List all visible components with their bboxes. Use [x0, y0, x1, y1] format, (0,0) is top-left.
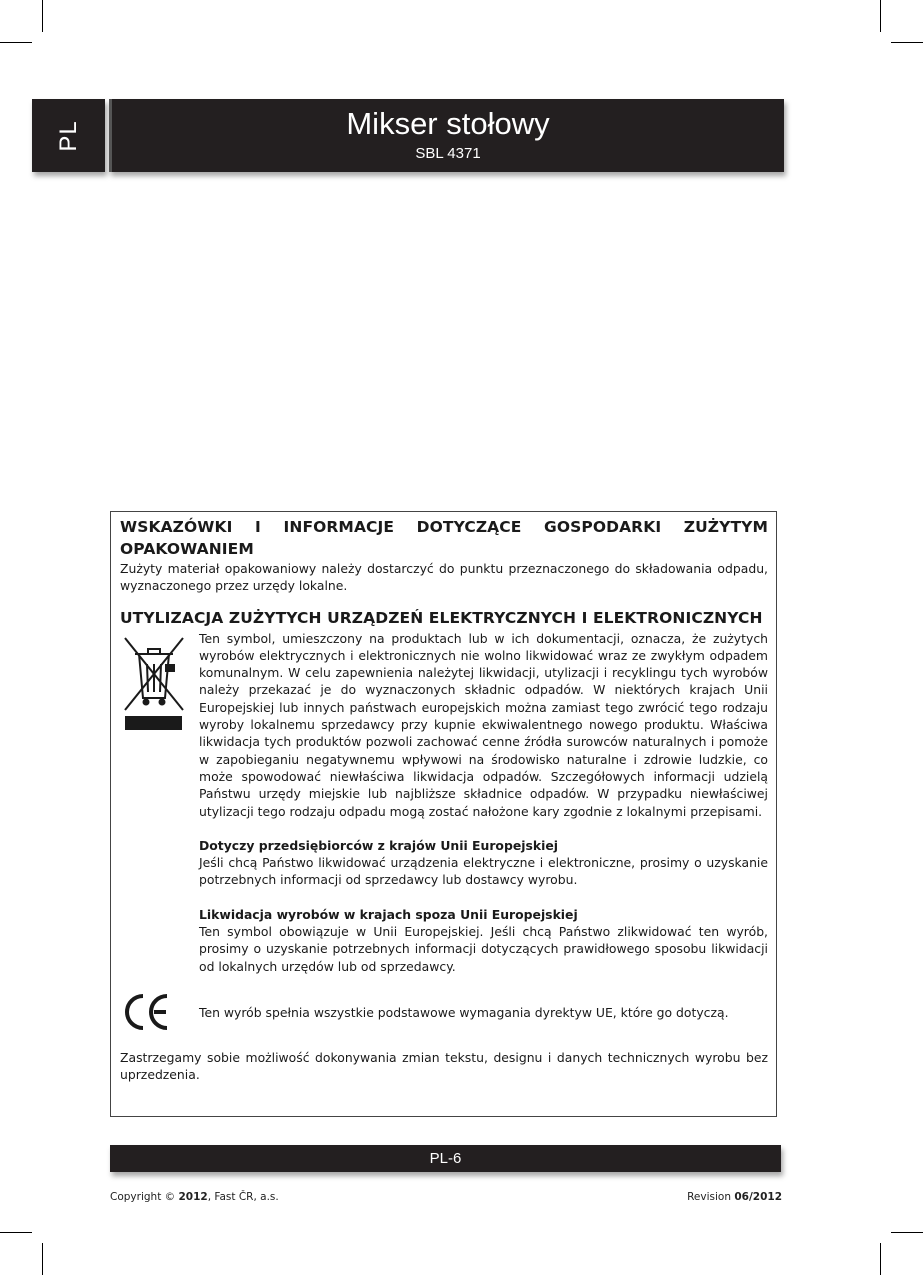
- title-bar: [109, 99, 784, 172]
- packaging-heading: WSKAZÓWKI I INFORMACJE DOTYCZĄCE GOSPODARKI ZUŻYTYM OPAKOWANIEM: [120, 518, 768, 558]
- eu-business-text: Jeśli chcą Państwo likwidować urządzenia elektryczne i elektroniczne, prosimy o uzyskanie potrzebnych informacji od sprzedawcy lub dostawcy wyrobu.: [199, 855, 768, 888]
- revision: [687, 1191, 782, 1203]
- weee-section: [120, 630, 768, 975]
- crop-mark: [880, 1243, 881, 1275]
- page-number: PL-6: [429, 1150, 462, 1167]
- language-tab: [32, 99, 105, 172]
- weee-heading: UTYLIZACJA ZUŻYTYCH URZĄDZEŃ ELEKTRYCZNYCH I ELEKTRONICZNYCH: [120, 608, 763, 627]
- copyright-prefix: Copyright ©: [110, 1191, 176, 1203]
- crop-mark: [891, 42, 923, 43]
- disclaimer-text: Zastrzegamy sobie możliwość dokonywania zmian tekstu, designu i danych technicznych wyrobu bez uprzedzenia.: [120, 1049, 768, 1083]
- ce-mark-icon: [121, 992, 171, 1032]
- ce-icon-column: [120, 992, 199, 1032]
- non-eu-text: Ten symbol obowiązuje w Unii Europejskiej. Jeśli chcą Państwo zlikwidować ten wyrób, prosimy o uzyskanie potrzebnych informacji dotyczących prawidłowego sposobu likwidacji od lokalnych urzędów lub od sprzedawcy.: [199, 924, 768, 974]
- page-title: Mikser stołowy: [346, 106, 550, 141]
- revision-value: 06/2012: [734, 1191, 782, 1203]
- copyright-company: , Fast ČR, a.s.: [207, 1191, 279, 1203]
- weee-bar-icon: [125, 716, 182, 730]
- crop-mark: [880, 0, 881, 32]
- non-eu-heading: Likwidacja wyrobów w krajach spoza Unii Europejskiej: [199, 906, 578, 922]
- crop-mark: [0, 42, 32, 43]
- packaging-text: Zużyty materiał opakowaniowy należy dostarczyć do punktu przeznaczonego do składowania odpadu, wyznaczonego przez urzędy lokalne.: [120, 561, 768, 594]
- weee-icon-column: [120, 630, 199, 975]
- crop-mark: [42, 1243, 43, 1275]
- weee-text-column: [199, 630, 768, 975]
- copyright-year: 2012: [178, 1191, 208, 1203]
- crop-mark: [891, 1232, 923, 1233]
- crop-mark: [42, 0, 43, 32]
- model-number: SBL 4371: [415, 145, 481, 162]
- ce-text-column: [199, 992, 768, 1021]
- disposal-info-box: [110, 511, 777, 1117]
- eu-business-heading: Dotyczy przedsiębiorców z krajów Unii Europejskiej: [199, 837, 558, 853]
- weee-text: Ten symbol, umieszczony na produktach lub w ich dokumentacji, oznacza, że zużytych wyrobów elektrycznych i elektronicznych nie wolno likwidować wraz ze zwykłym odpadem komunalnym. W celu zapewnienia należytej likwidacji, utylizacji i recyklingu tych wyrobów należy przekazać je do wyznaczonych składnic odpadów. W niektórych krajach Unii Europejskiej lub innych państwach europejskich można zamiast tego zwrócić tego rodzaju wyroby lokalnemu sprzedawcy przy kupnie ekwiwalentnego nowego produktu. Właściwa likwidacja tych produktów pozwoli zachować cenne źródła surowców naturalnych i pomoże w zapobieganiu negatywnemu wpływowi na środowisko naturalne i zdrowie ludzkie, co może spowodować niewłaściwa likwidacja odpadów. Szczegółowych informacji udzielą Państwu urzędy miejskie lub najbliższe składnice odpadów. W przypadku niewłaściwej utylizacji tego rodzaju odpadu mogą zostać nałożone kary zgodnie z lokalnymi przepisami.: [199, 630, 768, 819]
- copyright: [110, 1191, 279, 1203]
- crossed-out-bin-icon: [121, 634, 187, 714]
- ce-section: [120, 992, 768, 1032]
- language-label: PL: [54, 119, 82, 152]
- ce-text: Ten wyrób spełnia wszystkie podstawowe wymagania dyrektyw UE, które go dotyczą.: [199, 1004, 729, 1020]
- page-number-bar: [110, 1145, 781, 1172]
- revision-label: Revision: [687, 1191, 731, 1203]
- crop-mark: [0, 1232, 32, 1233]
